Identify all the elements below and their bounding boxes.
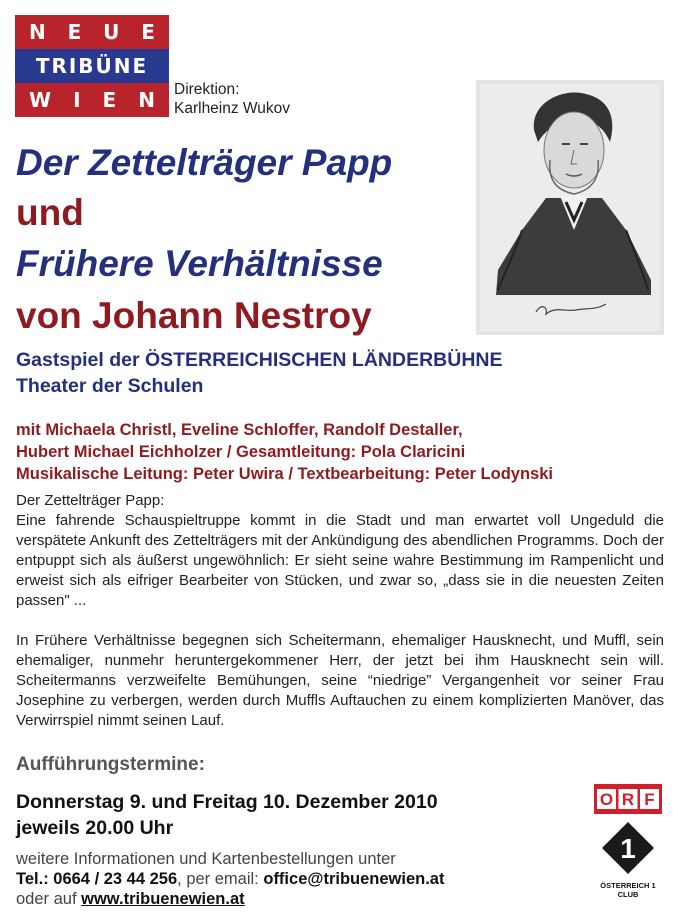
performance-dates (16, 789, 438, 841)
web-line: oder auf www.tribuenewien.at (16, 890, 245, 908)
cast-credits (16, 419, 553, 485)
direktion-credit (174, 80, 290, 118)
title-author: von Johann Nestroy (16, 295, 372, 336)
title-fruehere-verhaeltnisse: Frühere Verhältnisse (16, 243, 383, 284)
cast-line-2: Hubert Michael Eichholzer / Gesamtleitung: Pola Claricini (16, 443, 466, 461)
orf-oe1-club-logo (594, 784, 662, 900)
contact-line: Tel.: 0664 / 23 44 256, per email: office@tribuenewien.at (16, 870, 445, 888)
email-link[interactable]: office@tribuenewien.at (263, 870, 445, 888)
cast-line-3: Musikalische Leitung: Peter Uwira / Textbearbeitung: Peter Lodynski (16, 465, 553, 483)
website-link[interactable]: www.tribuenewien.at (81, 890, 245, 908)
direktion-label: Direktion: (174, 81, 240, 98)
direktion-name: Karlheinz Wukov (174, 100, 291, 117)
neue-tribuene-wien-logo (15, 15, 169, 117)
orf-letter: R (621, 790, 635, 809)
portrait-illustration (476, 80, 664, 335)
club-label: CLUB (617, 890, 639, 899)
title-und: und (16, 192, 84, 233)
description-paragraph-2: In Frühere Verhältnisse begegnen sich Scheitermann, ehemaliger Hausknecht, und Muffl, sein ehemaliger, nunmehr heruntergekommener Herr, der jetzt bei ihm Hausknecht sein will. Scheitermanns verzweifelte Bemühungen, seine “niedrige” Vergangenheit vor seiner Frau Josephine zu verbergen, werden durch Muffls Auftauchen zu einem komplizierten Manöver, das Verwirrspiel nimmt seinen Lauf. (16, 632, 664, 729)
oe1-label: ÖSTERREICH 1 (600, 881, 656, 890)
orf-letter: O (599, 790, 614, 809)
logo-line-tribuene: TRIBÜNE (15, 49, 169, 83)
logo-line-wien: W I E N (15, 83, 169, 117)
gastspiel-line: Gastspiel der ÖSTERREICHISCHEN LÄNDERBÜHNE (16, 349, 503, 371)
gastspiel-block (16, 347, 503, 399)
phone-number[interactable]: Tel.: 0664 / 23 44 256 (16, 870, 178, 888)
nestroy-portrait-image (476, 80, 664, 335)
performance-time: jeweils 20.00 Uhr (16, 817, 174, 839)
oe1-number: 1 (620, 833, 636, 864)
info-line: weitere Informationen und Kartenbestellungen unter (16, 850, 396, 868)
cast-line-1: mit Michaela Christl, Eveline Schloffer, Randolf Destaller, (16, 421, 463, 439)
theater-line: Theater der Schulen (16, 375, 204, 397)
title-zetteltraeger-papp: Der Zettelträger Papp (16, 142, 393, 183)
description-paragraph-1: Eine fahrende Schauspieltruppe kommt in die Stadt und man erwartet voll Ungeduld die verspätete Ankunft des Zettelträgers mit der Ankündigung des abendlichen Programms. Doch der entpuppt sich als äußerst ungewöhnlich: Er sieht seine wahre Bestimmung im Rampenlicht und erweist sich als eifriger Bearbeiter von Stücken, und zwar so, „dass sie in die neuesten Zeiten passen" ... (16, 512, 664, 609)
orf-logo-graphic (594, 784, 662, 900)
performance-date: Donnerstag 9. und Freitag 10. Dezember 2010 (16, 791, 438, 813)
orf-letter: F (644, 790, 655, 809)
ticket-info (16, 849, 444, 909)
description (16, 491, 664, 731)
description-heading: Der Zettelträger Papp: (16, 492, 165, 509)
auffuehrung-heading: Aufführungstermine: (16, 754, 205, 775)
logo-line-neue: N E U E (15, 15, 169, 49)
